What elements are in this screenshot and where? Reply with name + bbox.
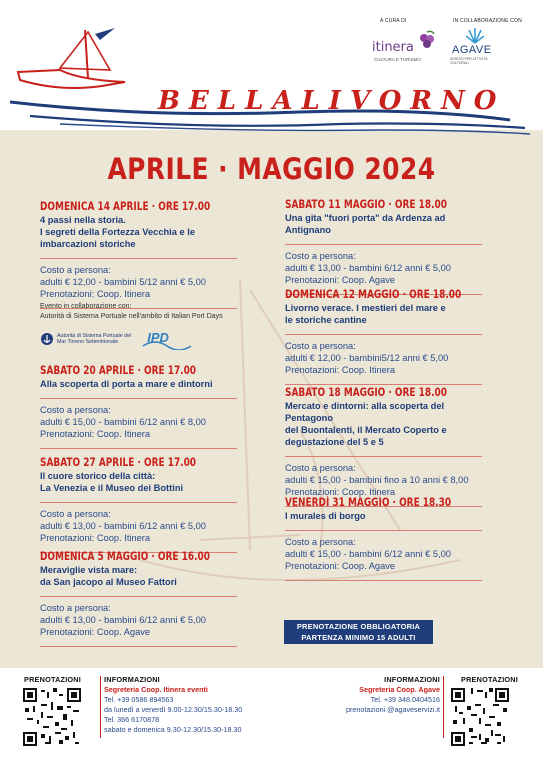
qr-icon bbox=[23, 688, 81, 746]
divider bbox=[40, 596, 237, 597]
agave-phone[interactable]: Tel. +39 348.0404516 bbox=[370, 695, 440, 704]
event-title: DOMENICA 5 MAGGIO · ORE 16.00 bbox=[40, 550, 210, 563]
event-title: DOMENICA 14 APRILE · ORE 17.00 bbox=[40, 200, 211, 213]
booking-line: Prenotazioni: Coop. Itinera bbox=[40, 429, 151, 439]
event-desc-line: da San jacopo al Museo Fattori bbox=[40, 577, 177, 587]
event-card bbox=[285, 496, 485, 586]
credit-curated-by: A CURA DI bbox=[380, 18, 407, 24]
event-desc-line: La Venezia e il Museo dei Bottini bbox=[40, 483, 184, 493]
event-desc-line: del Buontalenti, il Mercato Coperto e bbox=[285, 425, 447, 435]
event-info bbox=[40, 602, 240, 638]
itinera-phone[interactable]: Tel. +39 0586 894563 bbox=[104, 695, 174, 704]
itinera-wordmark: itinera bbox=[372, 40, 414, 55]
event-description bbox=[40, 378, 240, 390]
divider bbox=[40, 502, 237, 503]
event-description bbox=[40, 470, 240, 494]
agave-wordmark: AGAVE bbox=[452, 44, 492, 56]
cost-label: Costo a persona: bbox=[40, 509, 111, 519]
divider bbox=[40, 398, 237, 399]
agave-office: Segreteria Coop. Agave bbox=[359, 685, 440, 694]
event-card bbox=[285, 198, 485, 300]
footer-divider bbox=[100, 676, 101, 738]
port-authority-line: Mar Tirreno Settentrionale bbox=[57, 339, 119, 345]
info-label-left: INFORMAZIONI bbox=[104, 675, 160, 684]
event-title: SABATO 11 MAGGIO · ORE 18.00 bbox=[285, 198, 447, 211]
event-card bbox=[40, 364, 240, 454]
event-desc-line: le storiche cantine bbox=[285, 315, 367, 325]
price-line: adulti € 12,00 - bambini 5/12 anni € 5,00 bbox=[40, 277, 206, 287]
event-title: SABATO 27 APRILE · ORE 17.00 bbox=[40, 456, 197, 469]
event-desc-line: imbarcazioni storiche bbox=[40, 239, 136, 249]
booking-line: Prenotazioni: Coop. Itinera bbox=[285, 487, 396, 497]
event-description bbox=[285, 400, 485, 448]
banner-line: PRENOTAZIONE OBBLIGATORIA bbox=[296, 622, 421, 631]
divider bbox=[285, 384, 482, 385]
agave-logo bbox=[450, 28, 500, 66]
divider bbox=[40, 258, 237, 259]
booking-label-left: PRENOTAZIONI bbox=[24, 675, 81, 684]
event-card bbox=[285, 288, 485, 390]
event-description bbox=[40, 564, 240, 588]
divider bbox=[285, 334, 482, 335]
divider bbox=[285, 244, 482, 245]
itinera-contact-info bbox=[104, 675, 242, 735]
event-description bbox=[285, 302, 485, 326]
price-line: adulti € 13,00 - bambini 6/12 anni € 5,00 bbox=[40, 521, 206, 531]
price-line: adulti € 15,00 - bambini fino a 10 anni € 8,00 bbox=[285, 475, 469, 485]
itinera-logo bbox=[372, 30, 442, 66]
event-card bbox=[40, 550, 240, 652]
qr-code-agave[interactable] bbox=[451, 688, 509, 746]
divider bbox=[40, 448, 237, 449]
event-desc-line: I segreti della Fortezza Vecchia e le bbox=[40, 227, 196, 237]
booking-line: Prenotazioni: Coop. Agave bbox=[285, 275, 396, 285]
itinera-office: Segreteria Coop. Itinera eventi bbox=[104, 685, 208, 694]
price-line: adulti € 15,00 - bambini 6/12 anni € 5,00 bbox=[285, 549, 451, 559]
event-desc-line: Una gita "fuori porta" da Ardenza ad Antignano bbox=[285, 213, 446, 235]
event-info bbox=[285, 462, 485, 498]
booking-line: Prenotazioni: Coop. Agave bbox=[40, 627, 151, 637]
agave-contact-info bbox=[333, 675, 440, 715]
event-info bbox=[40, 404, 240, 440]
event-info bbox=[40, 264, 240, 300]
event-desc-line: Alla scoperta di porta a mare e dintorni bbox=[40, 379, 213, 389]
itinera-weekend-hours: sabato e domenica 9.30-12.30/15.30-18.30 bbox=[104, 725, 242, 734]
ipd-logo bbox=[141, 328, 193, 350]
ipd-wordmark: IPD bbox=[147, 330, 169, 345]
event-desc-line: Mercato e dintorni: alla scoperta del Pentagono bbox=[285, 401, 445, 423]
footer-divider bbox=[443, 676, 444, 738]
event-desc-line: degustazione del 5 e 5 bbox=[285, 437, 384, 447]
event-card bbox=[40, 200, 240, 314]
note-line: Evento in collaborazione con: bbox=[40, 303, 132, 310]
event-desc-line: Livorno verace. I mestieri del mare e bbox=[285, 303, 446, 313]
agave-plant-icon bbox=[466, 28, 484, 44]
cost-label: Costo a persona: bbox=[40, 603, 111, 613]
collaboration-note bbox=[40, 302, 223, 322]
partner-logos bbox=[40, 328, 193, 350]
divider bbox=[285, 580, 482, 581]
cost-label: Costo a persona: bbox=[40, 265, 111, 275]
event-card bbox=[40, 456, 240, 558]
event-info bbox=[40, 508, 240, 544]
cost-label: Costo a persona: bbox=[40, 405, 111, 415]
date-heading: APRILE · MAGGIO 2024 bbox=[107, 152, 436, 186]
price-line: adulti € 13,00 - bambini 6/12 anni € 5,00 bbox=[40, 615, 206, 625]
price-line: adulti € 15,00 - bambini 6/12 anni € 8,00 bbox=[40, 417, 206, 427]
event-info bbox=[285, 250, 485, 286]
port-authority-line: Autorità di Sistema Portuale del bbox=[57, 333, 132, 339]
booking-line: Prenotazioni: Coop. Itinera bbox=[285, 365, 396, 375]
info-label-right: INFORMAZIONI bbox=[384, 675, 440, 684]
divider bbox=[285, 456, 482, 457]
event-desc-line: 4 passi nella storia. bbox=[40, 215, 126, 225]
divider bbox=[40, 646, 237, 647]
event-description bbox=[40, 214, 240, 250]
booking-line: Prenotazioni: Coop. Itinera bbox=[40, 289, 151, 299]
divider bbox=[285, 530, 482, 531]
cost-label: Costo a persona: bbox=[285, 341, 356, 351]
qr-icon bbox=[451, 688, 509, 746]
event-info bbox=[285, 536, 485, 572]
qr-code-itinera[interactable] bbox=[23, 688, 81, 746]
credit-collaboration: IN COLLABORAZIONE CON bbox=[453, 18, 522, 24]
event-title: SABATO 18 MAGGIO · ORE 18.00 bbox=[285, 386, 447, 399]
itinera-mobile[interactable]: Tel. 366 6170878 bbox=[104, 715, 160, 724]
event-desc-line: Meraviglie vista mare: bbox=[40, 565, 138, 575]
booking-label-right: PRENOTAZIONI bbox=[461, 675, 518, 684]
cost-label: Costo a persona: bbox=[285, 463, 356, 473]
event-description bbox=[285, 212, 485, 236]
banner-line: PARTENZA MINIMO 15 ADULTI bbox=[301, 633, 416, 642]
event-desc-line: Il cuore storico della città: bbox=[40, 471, 156, 481]
port-authority-logo bbox=[40, 332, 131, 346]
itinera-weekday-hours: da lunedì a venerdì 9.00-12.30/15.30-18.30 bbox=[104, 705, 243, 714]
cost-label: Costo a persona: bbox=[285, 537, 356, 547]
bellalivorno-title: BELLALIVORNO bbox=[158, 86, 506, 116]
anchor-icon bbox=[40, 332, 54, 346]
price-line: adulti € 13,00 - bambini 6/12 anni € 5,00 bbox=[285, 263, 451, 273]
price-line: adulti € 12,00 - bambini5/12 anni € 5,00 bbox=[285, 353, 449, 363]
event-title: SABATO 20 APRILE · ORE 17.00 bbox=[40, 364, 197, 377]
agave-tagline: SERVIZI PER ATTIVITÀ CULTURALI bbox=[450, 57, 488, 65]
event-title: DOMENICA 12 MAGGIO · ORE 18.00 bbox=[285, 288, 462, 301]
event-title: VENERDÌ 31 MAGGIO · ORE 18.30 bbox=[285, 496, 452, 509]
booking-line: Prenotazioni: Coop. Itinera bbox=[40, 533, 151, 543]
event-desc-line: I murales di borgo bbox=[285, 511, 366, 521]
note-line: Autorità di Sistema Portuale nell'ambito di Italian Port Days bbox=[40, 313, 223, 320]
grape-icon bbox=[416, 30, 438, 52]
event-description bbox=[285, 510, 485, 522]
event-info bbox=[285, 340, 485, 376]
event-card bbox=[285, 386, 485, 512]
cost-label: Costo a persona: bbox=[285, 251, 356, 261]
booking-line: Prenotazioni: Coop. Agave bbox=[285, 561, 396, 571]
mandatory-booking-banner bbox=[284, 620, 433, 644]
itinera-tagline: CULTURA E TURISMO bbox=[374, 57, 421, 62]
agave-email[interactable]: prenotazioni @agaveservizi.it bbox=[346, 705, 440, 714]
